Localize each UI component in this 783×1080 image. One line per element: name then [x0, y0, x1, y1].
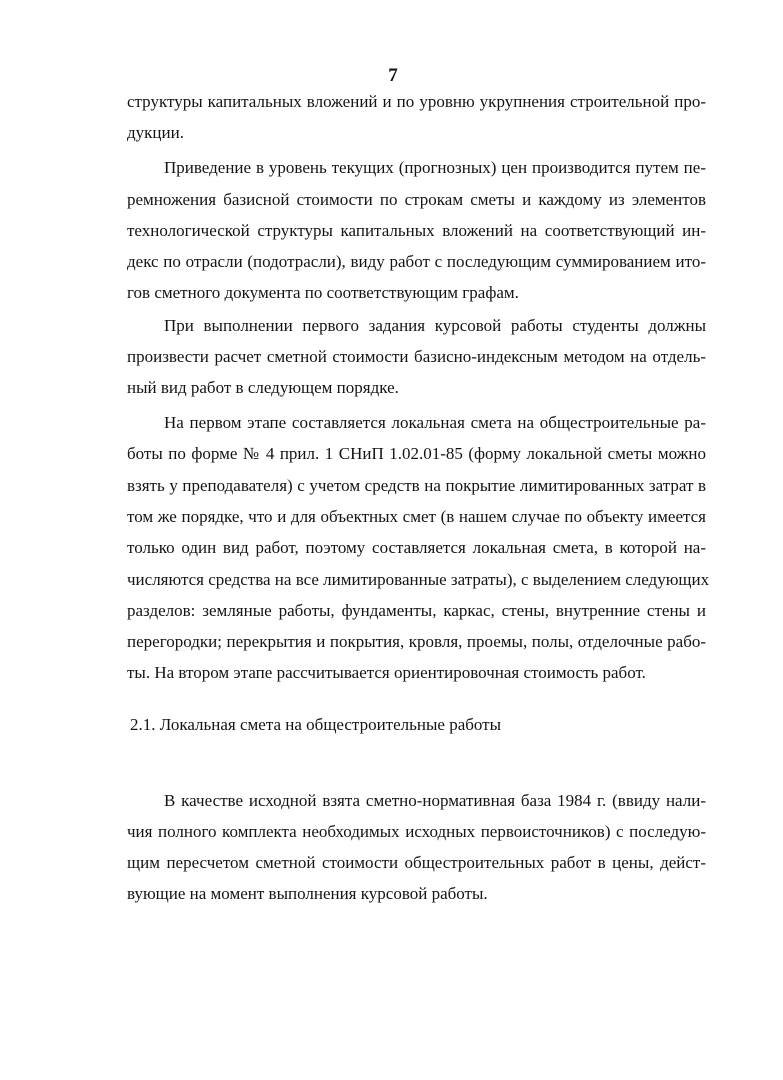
paragraph-line: При выполнении первого задания курсовой работы студенты должны	[164, 316, 706, 335]
page-number: 7	[388, 65, 398, 86]
paragraph-line: перегородки; перекрытия и покрытия, кровля, проемы, полы, отделочные рабо-	[127, 632, 706, 651]
paragraph-line: только один вид работ, поэтому составляется локальная смета, в которой на-	[127, 538, 706, 557]
paragraph-line: том же порядке, что и для объектных смет (в нашем случае по объекту имеется	[127, 507, 706, 526]
paragraph-line: Приведение в уровень текущих (прогнозных) цен производится путем пе-	[164, 158, 706, 177]
paragraph-line: боты по форме № 4 прил. 1 СНиП 1.02.01-85 (форму локальной сметы можно	[127, 444, 706, 463]
paragraph-line: ремножения базисной стоимости по строкам сметы и каждому из элементов	[127, 190, 706, 209]
paragraph-line: На первом этапе составляется локальная смета на общестроительные ра-	[164, 413, 706, 432]
paragraph-line: дукции.	[127, 123, 184, 142]
paragraph-line: декс по отрасли (подотрасли), виду работ с последующим суммированием ито-	[127, 252, 706, 271]
section-heading: 2.1. Локальная смета на общестроительные работы	[130, 715, 502, 734]
paragraph-line: структуры капитальных вложений и по уровню укрупнения строительной про-	[127, 92, 706, 111]
paragraph-line: произвести расчет сметной стоимости базисно-индексным методом на отдель-	[127, 347, 706, 366]
paragraph-line: разделов: земляные работы, фундаменты, каркас, стены, внутренние стены и	[127, 601, 706, 620]
paragraph-line: взять у преподавателя) с учетом средств на покрытие лимитированных затрат в	[127, 476, 706, 495]
paragraph-line: чия полного комплекта необходимых исходных первоисточников) с последую-	[127, 822, 706, 841]
paragraph-line: щим пересчетом сметной стоимости общестроительных работ в цены, дейст-	[127, 853, 706, 872]
paragraph-line: ты. На втором этапе рассчитывается ориентировочная стоимость работ.	[127, 663, 646, 682]
paragraph-line: ный вид работ в следующем порядке.	[127, 378, 399, 397]
paragraph-line: числяются средства на все лимитированные затраты), с выделением следующих	[127, 570, 710, 589]
paragraph-line: В качестве исходной взята сметно-нормативная база 1984 г. (ввиду нали-	[164, 791, 706, 810]
paragraph-line: гов сметного документа по соответствующим графам.	[127, 283, 519, 302]
paragraph-line: вующие на момент выполнения курсовой работы.	[127, 884, 488, 903]
paragraph-line: технологической структуры капитальных вложений на соответствующий ин-	[127, 221, 706, 240]
